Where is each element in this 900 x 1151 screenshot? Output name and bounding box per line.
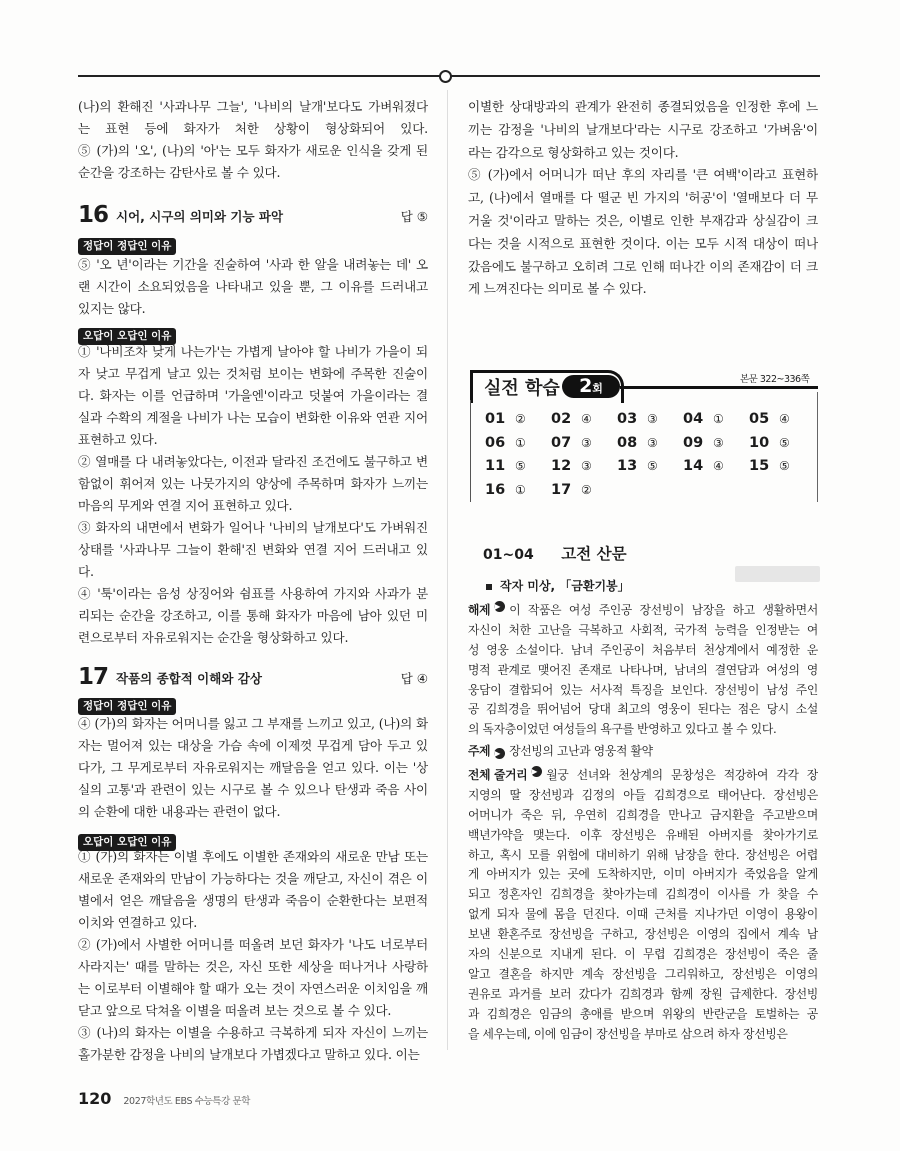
text-segment: 알고 결혼을 하지만 계속 장선빙을 그리워하고, 장선빙은 이영의 bbox=[468, 966, 818, 981]
text-line bbox=[468, 945, 818, 965]
text-line bbox=[468, 905, 818, 925]
text-line: 이별한 상대방과의 관계가 완전히 종결되었음을 인정한 후에 느 bbox=[468, 99, 818, 114]
answer-choice: ① bbox=[515, 482, 526, 497]
text-line: 별에서 얻은 깨달음을 생명의 탄생과 죽음이 순환한다는 보편적 bbox=[78, 893, 428, 908]
answer-item bbox=[485, 431, 551, 455]
round-unit: 회 bbox=[592, 382, 603, 395]
answer-question-number: 11 bbox=[485, 458, 506, 475]
badge-label: 오답이 오답인 이유 bbox=[78, 834, 176, 851]
text-line: 실의 고통'과 관련이 있는 시구로 볼 수 있으나 탄생과 죽음 사이 bbox=[78, 782, 428, 797]
square-bullet-icon bbox=[486, 584, 492, 590]
answer-item bbox=[683, 454, 749, 478]
text-segment: 하고, 혹시 모를 위험에 대비하기 위해 남장을 한다. 장선빙은 어렵 bbox=[468, 847, 818, 862]
text-line: 거울 것'이라고 말하는 것은, 이별로 인한 부재감과 상실감이 크 bbox=[468, 212, 818, 228]
text-line bbox=[468, 806, 818, 826]
text-segment: 자신이 처한 고난을 극복하고 사회적, 국가적 능력을 인정받는 여 bbox=[468, 622, 818, 637]
badge-label: 정답이 정답인 이유 bbox=[78, 698, 176, 715]
answer-grid bbox=[485, 407, 815, 502]
answer-question-number: 07 bbox=[551, 434, 572, 451]
work-title-text: 작자 미상, 「금환기봉」 bbox=[500, 579, 630, 593]
text-line: ④ (가)의 화자는 어머니를 잃고 그 부재를 느끼고 있고, (나)의 화 bbox=[78, 716, 428, 731]
answer-item bbox=[617, 431, 683, 455]
text-line: ⑤ (가)에서 어머니가 떠난 후의 자리를 '큰 여백'이라고 표현하 bbox=[468, 167, 818, 183]
text-line: 사라지는' 때를 말하는 것은, 자신 또한 세상을 떠나거나 사랑하 bbox=[78, 959, 428, 974]
text-line: ③ (나)의 화자는 이별을 수용하고 극복하게 되자 자신이 느끼는 bbox=[78, 1025, 428, 1040]
answer-choice: ① bbox=[713, 411, 724, 426]
text-line bbox=[468, 601, 818, 621]
text-line: 이치와 연결하고 있다. bbox=[78, 915, 198, 930]
round-number: 2 bbox=[579, 375, 593, 397]
answer-question-number: 15 bbox=[749, 458, 770, 475]
answer-question-number: 05 bbox=[749, 410, 770, 427]
text-line: 는 이로부터 이별해야 할 때가 오는 것이 자연스러운 이치임을 깨 bbox=[78, 981, 428, 996]
text-line: 표현하고 있다. bbox=[78, 432, 158, 447]
text-segment: 을 세우는데, 이에 임금이 장선빙을 부마로 삼으려 하자 장선빙은 bbox=[468, 1026, 788, 1041]
answer-item bbox=[485, 407, 551, 431]
text-segment: 이 작품은 여성 주인공 장선빙이 남장을 하고 생활하면서 bbox=[509, 603, 818, 617]
plot-block bbox=[468, 766, 818, 1044]
explanation-item bbox=[78, 451, 428, 517]
right-continued-text bbox=[468, 96, 818, 301]
text-segment: 보낸 환혼주로 장선빙을 구하고, 장선빙은 이영의 집에서 계속 남 bbox=[468, 927, 818, 942]
question-title: 작품의 종합적 이해와 감상 bbox=[116, 671, 262, 686]
answer-item bbox=[683, 431, 749, 455]
answer-question-number: 09 bbox=[683, 434, 704, 451]
answer-question-number: 14 bbox=[683, 458, 704, 475]
text-line: (나)의 환해진 '사과나무 그늘', '나비의 날개'보다도 가벼워졌다 bbox=[78, 99, 428, 114]
answer-question-number: 16 bbox=[485, 481, 506, 498]
summary-block bbox=[468, 601, 818, 740]
section-heading bbox=[483, 542, 627, 564]
text-line bbox=[468, 826, 818, 846]
plot-label: 전체 줄거리 bbox=[468, 768, 528, 782]
badge-label: 정답이 정답인 이유 bbox=[78, 238, 176, 255]
theme-block bbox=[468, 742, 818, 762]
answer-question-number: 10 bbox=[749, 434, 770, 451]
question-answer: 답 ④ bbox=[400, 671, 428, 686]
answer-choice: ③ bbox=[713, 435, 724, 450]
text-line bbox=[468, 885, 818, 905]
text-segment: 의 독자층이었던 여성들의 욕구를 반영하고 있다고 볼 수 있다. bbox=[468, 722, 777, 737]
answer-choice: ⑤ bbox=[647, 459, 658, 474]
round-pill bbox=[562, 375, 620, 398]
answer-item bbox=[551, 454, 617, 478]
theme-text: 장선빙의 고난과 영웅적 활약 bbox=[509, 744, 653, 758]
text-line: 실과 수확의 계절을 나비가 나는 모습이 변화한 이유와 연관 지어 bbox=[78, 410, 428, 425]
arrow-right-icon: ▶ bbox=[494, 601, 505, 612]
q16-wrong-text bbox=[78, 341, 428, 649]
text-line: 마음의 무게와 연결 지어 표현하고 있다. bbox=[78, 498, 293, 513]
text-line: ② 열매를 다 내려놓았다는, 이전과 달라진 조건에도 불구하고 변 bbox=[78, 454, 428, 469]
answer-item bbox=[683, 407, 749, 431]
answer-choice: ③ bbox=[647, 435, 658, 450]
text-line: 고, (나)에서 열매를 다 떨군 빈 가지의 '허공'이 '열매보다 더 무 bbox=[468, 190, 818, 206]
bleed-through-mark bbox=[735, 566, 820, 582]
answer-choice: ③ bbox=[581, 459, 592, 474]
text-segment: 공 김희경을 뛰어넘어 당대 최고의 영웅이 된다는 점은 당시 소설 bbox=[468, 702, 818, 717]
answer-item bbox=[617, 407, 683, 431]
answer-question-number: 02 bbox=[551, 410, 572, 427]
text-segment: 월궁 선녀와 천상계의 문창성은 적강하여 각각 장 bbox=[546, 768, 818, 782]
text-line: 는 표현 등에 화자가 처한 상황이 형상화되어 있다. bbox=[78, 121, 428, 136]
text-line: ⑤ (가)의 '오', (나)의 '아'는 모두 화자가 새로운 인식을 갖게 된 bbox=[78, 143, 428, 158]
question-17-header bbox=[78, 662, 428, 690]
answer-item bbox=[551, 478, 617, 502]
text-line bbox=[468, 661, 818, 681]
text-line: 홀가분한 감정을 나비의 날개보다 가볍겠다고 말하고 있다. 이는 bbox=[78, 1047, 420, 1062]
explanation-item bbox=[78, 1022, 428, 1066]
text-line bbox=[468, 720, 818, 740]
correct-reason-badge bbox=[78, 234, 176, 255]
answer-question-number: 04 bbox=[683, 410, 704, 427]
text-segment: 어머니가 죽은 뒤, 우연히 김희경을 만나고 금지환을 주고받으며 bbox=[468, 807, 818, 822]
text-segment: 과 김희경은 임금의 총애를 받으며 위왕의 반란군을 토벌하는 공 bbox=[468, 1006, 818, 1021]
left-intro bbox=[78, 96, 428, 184]
text-line: 라는 감각으로 형상화하고 있는 것이다. bbox=[468, 144, 679, 160]
text-line: 닫고 앞으로 닥쳐올 이별을 떠올려 보는 것으로 볼 수 있다. bbox=[78, 1003, 392, 1018]
q17-correct-text bbox=[78, 713, 428, 823]
answer-choice: ③ bbox=[647, 411, 658, 426]
text-line bbox=[468, 846, 818, 866]
question-number: 17 bbox=[78, 664, 109, 690]
page-footer bbox=[78, 1089, 250, 1108]
explanation-item bbox=[78, 846, 428, 934]
text-line: 다가, 그 무게로부터 자유로워지는 깨달음을 얻고 있다. 이는 '상 bbox=[78, 760, 428, 775]
text-line: 다는 것을 시적으로 표현한 것이다. 이는 모두 시적 대상이 떠나 bbox=[468, 235, 818, 251]
arrow-right-icon: ▶ bbox=[494, 748, 505, 759]
text-segment: 되고 정혼자인 김희경을 찾아가는데 김희경이 이사를 가 찾을 수 bbox=[468, 887, 818, 902]
text-line: 랜 시간이 소요되었음을 나타내고 있을 뿐, 그 이유를 드러내고 bbox=[78, 279, 428, 294]
explanation-item bbox=[78, 934, 428, 1022]
answer-question-number: 01 bbox=[485, 410, 506, 427]
text-line: 함없이 휘어져 있는 나뭇가지의 양상에 주목하며 화자가 느끼는 bbox=[78, 476, 428, 491]
text-line bbox=[468, 621, 818, 641]
answer-question-number: 17 bbox=[551, 481, 572, 498]
answer-item bbox=[749, 407, 815, 431]
answer-choice: ⑤ bbox=[779, 459, 790, 474]
correct-reason-badge bbox=[78, 694, 176, 715]
text-line: ② (가)에서 사별한 어머니를 떠올려 보던 화자가 '나도 너로부터 bbox=[78, 937, 428, 952]
page-reference: 본문 322~336쪽 bbox=[740, 374, 810, 385]
summary-label: 해제 bbox=[468, 603, 491, 617]
text-line bbox=[468, 700, 818, 720]
text-line bbox=[468, 766, 818, 786]
text-line bbox=[468, 985, 818, 1005]
q16-correct-text bbox=[78, 254, 428, 320]
text-line: ③ 화자의 내면에서 변화가 일어나 '나비의 날개보다'도 가벼워진 bbox=[78, 520, 428, 535]
answer-question-number: 06 bbox=[485, 434, 506, 451]
text-segment: 백년가약을 맺는다. 이후 장선빙은 유배된 아버지를 찾아가기로 bbox=[468, 827, 818, 842]
text-line: 게 느껴진다는 의미로 볼 수 있다. bbox=[468, 281, 647, 297]
explanation-item bbox=[468, 164, 818, 301]
answer-item bbox=[749, 454, 815, 478]
text-line: 의 순환에 대한 내용과는 관련이 없다. bbox=[78, 804, 281, 819]
question-16-header bbox=[78, 200, 428, 228]
text-segment: 성 영웅 소설이다. 남녀 주인공이 처음부터 천상계에서 예정한 운 bbox=[468, 642, 818, 657]
answer-choice: ④ bbox=[713, 459, 724, 474]
text-line: 새로운 존재와의 만남이 가능하다는 것을 깨닫고, 자신이 겪은 이 bbox=[78, 871, 428, 886]
answer-choice: ② bbox=[515, 411, 526, 426]
answer-box-top-line bbox=[620, 386, 818, 389]
work-title bbox=[486, 577, 630, 594]
text-line: 끼는 감정을 '나비의 날개보다'라는 시구로 강조하고 '가벼움'이 bbox=[468, 121, 818, 137]
explanation-item bbox=[78, 517, 428, 583]
page-number: 120 bbox=[78, 1089, 112, 1108]
answer-box-right-border bbox=[817, 392, 818, 502]
section-range: 01~04 bbox=[483, 547, 534, 563]
text-line bbox=[468, 786, 818, 806]
text-line: 다. bbox=[78, 564, 94, 579]
text-line: ⑤ '오 년'이라는 기간을 진술하여 '사과 한 알을 내려놓는 데' 오 bbox=[78, 257, 428, 272]
answer-question-number: 03 bbox=[617, 410, 638, 427]
text-line: ① '나비조차 낮게 나는가'는 가볍게 날아야 할 나비가 가을이 되 bbox=[78, 344, 428, 359]
answer-item bbox=[617, 454, 683, 478]
answer-item bbox=[749, 431, 815, 455]
theme-label: 주제 bbox=[468, 744, 491, 758]
text-line: 있지는 않다. bbox=[78, 301, 146, 316]
question-number: 16 bbox=[78, 202, 109, 228]
answer-box-left-border bbox=[470, 400, 471, 502]
answer-choice: ② bbox=[581, 482, 592, 497]
text-segment: 권유로 과거를 보러 갔다가 김희경과 함께 장원 급제한다. 장선빙 bbox=[468, 986, 818, 1001]
text-segment: 명적 관계로 맺어진 존재로 나타나며, 남녀의 결연담과 여성의 영 bbox=[468, 662, 818, 677]
answer-box-title: 실전 학습 bbox=[484, 378, 560, 399]
answer-item bbox=[485, 454, 551, 478]
answer-choice: ⑤ bbox=[515, 459, 526, 474]
text-line: 상태를 '사과나무 그늘이 환해'진 변화와 연결 지어 드러내고 있 bbox=[78, 542, 428, 557]
text-line: 자 낮고 무겁게 날고 있는 것처럼 보이는 변화에 주목한 진술이 bbox=[78, 366, 428, 381]
text-line: 자는 멀어져 있는 대상을 가슴 속에 이제껏 무겁게 담아 두고 있 bbox=[78, 738, 428, 753]
explanation-item bbox=[78, 341, 428, 451]
answer-choice: ④ bbox=[779, 411, 790, 426]
text-line bbox=[468, 925, 818, 945]
text-line: 순간을 강조하는 감탄사로 볼 수 있다. bbox=[78, 165, 281, 180]
badge-label: 오답이 오답인 이유 bbox=[78, 328, 176, 345]
text-segment: 웅담이 결합되어 있는 서사적 특징을 보인다. 장선빙이 남성 주인 bbox=[468, 682, 818, 697]
answer-choice: ④ bbox=[581, 411, 592, 426]
column-divider bbox=[447, 90, 448, 1050]
text-line bbox=[468, 1025, 818, 1045]
text-segment: 게 아버지가 있는 곳에 도착하지만, 이미 아버지가 죽었음을 알게 bbox=[468, 867, 818, 882]
text-segment: 지영의 딸 장선빙과 김정의 아들 김희경으로 태어난다. 장선빙은 bbox=[468, 787, 818, 802]
text-line: ④ '툭'이라는 음성 상징어와 쉼표를 사용하여 가지와 사과가 분 bbox=[78, 586, 428, 601]
answer-item bbox=[551, 431, 617, 455]
text-line bbox=[468, 1005, 818, 1025]
question-answer: 답 ⑤ bbox=[400, 209, 428, 224]
answer-question-number: 08 bbox=[617, 434, 638, 451]
answer-item bbox=[551, 407, 617, 431]
arrow-right-icon: ▶ bbox=[531, 766, 542, 777]
question-title: 시어, 시구의 의미와 기능 파악 bbox=[116, 209, 284, 224]
answer-item bbox=[485, 478, 551, 502]
section-title: 고전 산문 bbox=[561, 545, 627, 563]
text-line bbox=[468, 965, 818, 985]
text-line bbox=[468, 681, 818, 701]
rule-dot bbox=[439, 70, 452, 83]
explanation-item bbox=[78, 583, 428, 649]
book-title: 2027학년도 EBS 수능특강 문학 bbox=[123, 1096, 251, 1107]
text-line bbox=[468, 865, 818, 885]
q17-wrong-text bbox=[78, 846, 428, 1066]
explanation-item bbox=[468, 96, 818, 164]
text-line: 갔음에도 불구하고 오히려 그로 인해 떠나간 이의 존재감이 더 크 bbox=[468, 258, 818, 274]
text-line: 리되는 순간을 강조하고, 이를 통해 화자가 마음에 남아 있던 미 bbox=[78, 608, 428, 623]
answer-choice: ① bbox=[515, 435, 526, 450]
text-line: ① (가)의 화자는 이별 후에도 이별한 존재와의 새로운 만남 또는 bbox=[78, 849, 428, 864]
text-segment: 없게 되자 물에 몸을 던진다. 이때 근처를 지나가던 이영이 용왕이 bbox=[468, 907, 818, 922]
text-line: 련으로부터 자유로워지는 순간을 형상화하고 있다. bbox=[78, 630, 349, 645]
answer-choice: ③ bbox=[581, 435, 592, 450]
answer-question-number: 12 bbox=[551, 458, 572, 475]
text-segment: 자의 신분으로 지내게 된다. 이 무렵 김희경은 장선빙이 죽은 줄 bbox=[468, 947, 818, 962]
answer-choice: ⑤ bbox=[779, 435, 790, 450]
answer-question-number: 13 bbox=[617, 458, 638, 475]
text-line bbox=[468, 641, 818, 661]
text-line: 다. 화자는 이를 언급하며 '가을엔'이라고 덧붙여 가을이라는 결 bbox=[78, 388, 428, 403]
